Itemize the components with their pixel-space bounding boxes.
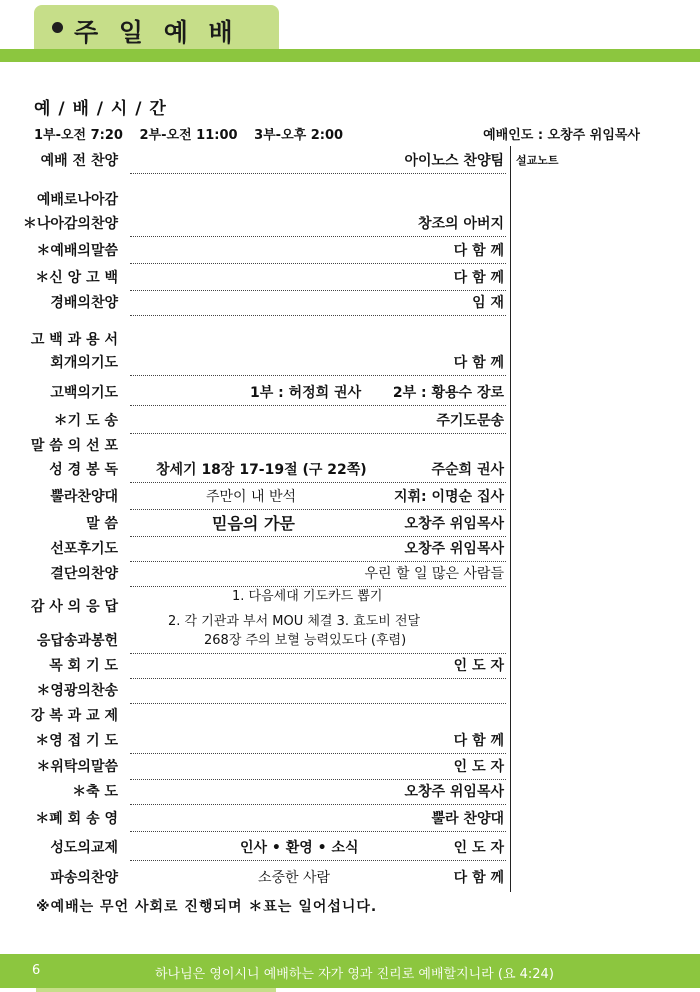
order-label: ＊신 앙 고 백 bbox=[35, 270, 118, 286]
order-value: 뿔라 찬양대 bbox=[431, 811, 504, 827]
order-label: ＊예배의말씀 bbox=[36, 243, 118, 259]
order-value: 임 재 bbox=[472, 295, 504, 311]
order-value: 창조의 아버지 bbox=[417, 216, 504, 232]
footer-accent bbox=[36, 988, 276, 992]
order-row bbox=[18, 756, 506, 778]
order-row bbox=[18, 655, 506, 677]
order-row bbox=[18, 730, 506, 752]
order-row bbox=[18, 267, 506, 289]
order-value: 오창주 위임목사 bbox=[404, 516, 504, 532]
top-divider-bar bbox=[0, 49, 700, 62]
order-value: 인 도 자 bbox=[453, 658, 504, 674]
order-label: 말 씀 bbox=[86, 516, 118, 532]
page-number: 6 bbox=[32, 963, 41, 978]
order-label: 예배 전 찬양 bbox=[40, 153, 118, 169]
order-label: 예배로나아감 bbox=[36, 192, 118, 208]
order-row bbox=[18, 513, 506, 535]
order-label: 감 사 의 응 답 bbox=[30, 599, 118, 615]
sermon-title: 믿음의 가문 bbox=[212, 514, 295, 533]
order-value: 주순희 권사 bbox=[431, 462, 504, 478]
order-row bbox=[18, 705, 506, 727]
order-row bbox=[18, 630, 506, 652]
service-times bbox=[34, 124, 355, 143]
order-label: ＊나아감의찬양 bbox=[22, 216, 118, 232]
order-row bbox=[18, 329, 506, 351]
order-row bbox=[18, 867, 506, 889]
offering-item-2: 2. 각 기관과 부서 MOU 체결 3. 효도비 전달 bbox=[168, 614, 421, 629]
order-value: 다 함 께 bbox=[453, 870, 504, 886]
order-label: 뿔라찬양대 bbox=[50, 489, 118, 505]
footer-bar bbox=[0, 954, 700, 988]
order-row bbox=[18, 680, 506, 702]
order-label: 회개의기도 bbox=[50, 355, 118, 371]
order-row bbox=[18, 808, 506, 830]
order-detail: 268장 주의 보혈 능력있도다 (후렴) bbox=[204, 633, 407, 648]
order-value: 2부 : 황용수 장로 bbox=[392, 385, 504, 401]
order-label: 말 씀 의 선 포 bbox=[30, 438, 118, 454]
order-row bbox=[18, 459, 506, 481]
order-row bbox=[18, 189, 506, 211]
order-value: 인 도 자 bbox=[453, 840, 504, 856]
order-row bbox=[18, 837, 506, 859]
order-row bbox=[18, 382, 506, 404]
order-label: 목 회 기 도 bbox=[49, 658, 118, 674]
worship-leader: 예배인도 : 오창주 위임목사 bbox=[483, 128, 640, 143]
sermon-note-label: 설교노트 bbox=[516, 154, 559, 167]
order-value: 지휘: 이명순 집사 bbox=[393, 489, 504, 505]
service-time-2: 2부-오전 11:00 bbox=[139, 128, 238, 143]
bullet-icon bbox=[52, 22, 63, 33]
footer-verse: 하나님은 영이시니 예배하는 자가 영과 진리로 예배할지니라 (요 4:24) bbox=[155, 967, 554, 982]
order-value: 오창주 위임목사 bbox=[404, 541, 504, 557]
order-value: 다 함 께 bbox=[453, 733, 504, 749]
order-value: 인 도 자 bbox=[453, 759, 504, 775]
order-label: ＊폐 회 송 영 bbox=[35, 811, 118, 827]
order-row bbox=[18, 213, 506, 235]
standing-note: ※예배는 무언 사회로 진행되며 ＊표는 일어섭니다. bbox=[36, 899, 378, 915]
order-label: 성도의교제 bbox=[50, 840, 118, 856]
order-label: 경배의찬양 bbox=[50, 295, 118, 311]
column-divider bbox=[510, 146, 511, 892]
order-row bbox=[18, 240, 506, 262]
order-label: 강 복 과 교 제 bbox=[30, 708, 118, 724]
order-value: 다 함 께 bbox=[453, 270, 504, 286]
order-value: 주기도문송 bbox=[436, 413, 504, 429]
order-label: 고백의기도 bbox=[50, 385, 118, 401]
order-label: 응답송과봉헌 bbox=[36, 633, 118, 649]
order-detail: 1부 : 허정희 권사 bbox=[250, 385, 362, 401]
order-label: ＊영 접 기 도 bbox=[35, 733, 118, 749]
order-row bbox=[18, 410, 506, 432]
order-detail: 인사 • 환영 • 소식 bbox=[240, 840, 359, 856]
order-label: ＊영광의찬송 bbox=[36, 683, 118, 699]
order-label: 결단의찬양 bbox=[50, 566, 118, 582]
order-value: 아이노스 찬양팀 bbox=[404, 153, 504, 169]
page-title: 주 일 예 배 bbox=[74, 18, 239, 47]
order-row bbox=[18, 292, 506, 314]
schedule-heading: 예 / 배 / 시 / 간 bbox=[34, 99, 167, 119]
order-row bbox=[18, 352, 506, 374]
order-label: ＊위탁의말씀 bbox=[36, 759, 118, 775]
order-value: 오창주 위임목사 bbox=[404, 784, 504, 800]
order-row bbox=[18, 150, 506, 172]
order-value: 우린 할 일 많은 사람들 bbox=[364, 566, 504, 582]
order-label: 고 백 과 용 서 bbox=[30, 332, 118, 348]
order-label: ＊기 도 송 bbox=[53, 413, 118, 429]
order-label: 파송의찬양 bbox=[50, 870, 118, 886]
order-row bbox=[18, 563, 506, 585]
service-time-3: 3부-오후 2:00 bbox=[254, 128, 344, 143]
service-time-1: 1부-오전 7:20 bbox=[34, 128, 123, 143]
order-value: 다 함 께 bbox=[453, 243, 504, 259]
order-row bbox=[18, 538, 506, 560]
order-label: ＊축 도 bbox=[72, 784, 118, 800]
section-tab bbox=[34, 5, 279, 49]
order-row bbox=[18, 435, 506, 457]
order-row bbox=[18, 781, 506, 803]
order-label: 선포후기도 bbox=[50, 541, 118, 557]
order-detail: 소중한 사람 bbox=[258, 870, 331, 886]
order-detail: 주만이 내 반석 bbox=[206, 489, 297, 505]
offering-item-1: 1. 다음세대 기도카드 뽑기 bbox=[232, 589, 383, 604]
order-row bbox=[18, 486, 506, 508]
order-label: 성 경 봉 독 bbox=[49, 462, 118, 478]
order-value: 다 함 께 bbox=[453, 355, 504, 371]
order-detail: 창세기 18장 17-19절 (구 22쪽) bbox=[156, 462, 367, 478]
